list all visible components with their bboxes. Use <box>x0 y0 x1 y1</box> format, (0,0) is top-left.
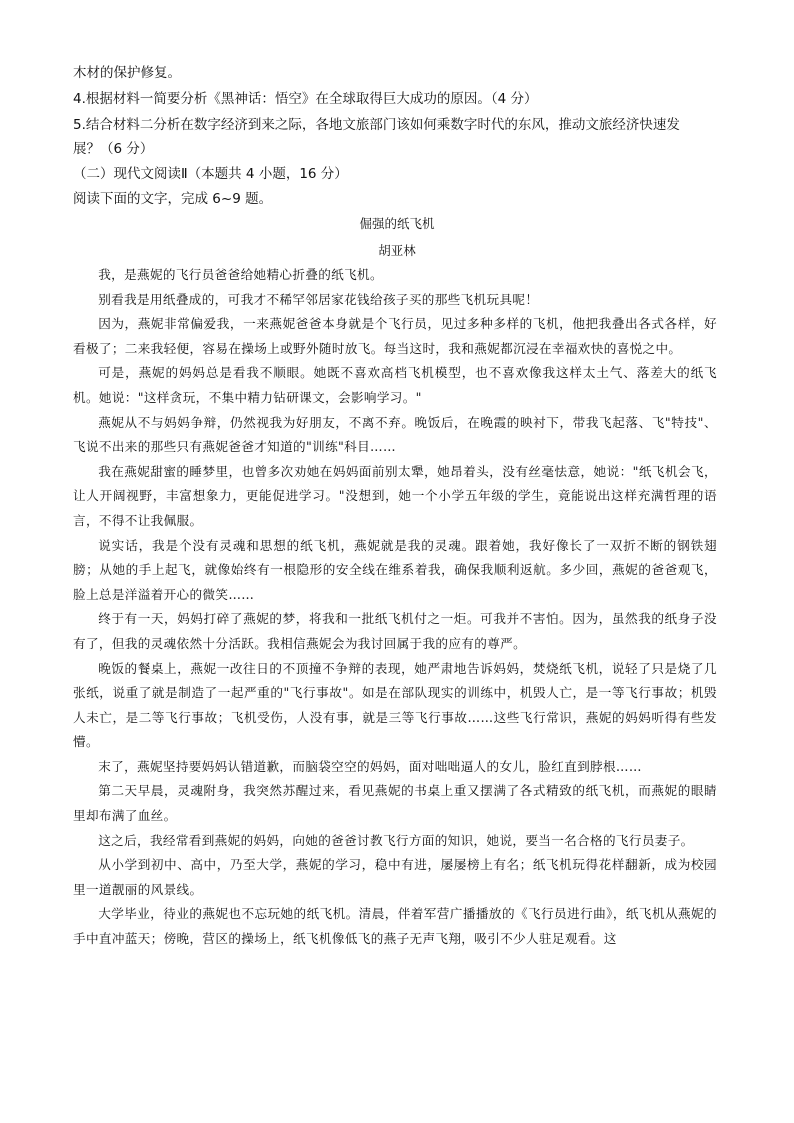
question-5-line-1: 5.结合材料二分析在数字经济到来之际，各地文旅部门该如何乘数字时代的东风，推动文旅经济快速发 <box>73 117 680 133</box>
question-5-line-2: 展？（6 分） <box>73 141 154 157</box>
story-title: 倔强的纸飞机 <box>359 216 435 231</box>
story-paragraph: 这之后，我经常看到燕妮的妈妈，向她的爸爸讨教飞行方面的知识，她说，要当一名合格的飞行员妻子。 <box>98 832 694 848</box>
section-heading: （二）现代文阅读Ⅱ（本题共 4 小题，16 分） <box>73 166 348 182</box>
reading-instruction: 阅读下面的文字，完成 6~9 题。 <box>73 191 273 207</box>
story-paragraph: 别看我是用纸叠成的，可我才不稀罕邻居家花钱给孩子买的那些飞机玩具呢！ <box>98 291 539 307</box>
story-paragraph: 从小学到初中、高中，乃至大学，燕妮的学习，稳中有进，屡屡榜上有名；纸飞机玩得花样翻新，成为校园里一道靓丽的风景线。 <box>73 857 717 897</box>
story-paragraph: 第二天早晨，灵魂附身，我突然苏醒过来，看见燕妮的书桌上重又摆满了各式精致的纸飞机，而燕妮的眼睛里却布满了血丝。 <box>73 783 717 824</box>
story-paragraph: 末了，燕妮坚持要妈妈认错道歉，而脑袋空空的妈妈，面对咄咄逼人的女儿，脸红直到脖根…… <box>98 758 642 774</box>
story-paragraph: 晚饭的餐桌上，燕妮一改往日的不顶撞不争辩的表现，她严肃地告诉妈妈，焚烧纸飞机，说轻了只是烧了几张纸，说重了就是制造了一起严重的"飞行事故"。如是在部队现实的训练中，机毁人亡，是一等飞行事故；机毁人未亡，是二等飞行事故；飞机受伤，人没有事，就是三等飞行事故……这些飞行常识，燕妮的妈妈听得有些发懵。 <box>73 660 717 750</box>
story-paragraph: 可是，燕妮的妈妈总是看我不顺眼。她既不喜欢高档飞机模型，也不喜欢像我这样太土气、落差大的纸飞机。她说："这样贪玩，不集中精力钻研课文，会影响学习。" <box>73 365 717 405</box>
story-body <box>73 263 717 952</box>
material-continuation-line: 木材的保护修复。 <box>73 65 181 81</box>
story-paragraph: 我在燕妮甜蜜的睡梦里，也曾多次劝她在妈妈面前别太犟，她昂着头，没有丝毫怯意，她说："纸飞机会飞，让人开阔视野，丰富想象力，更能促进学习。"没想到，她一个小学五年级的学生，竟能说出这样充满哲理的语言，不得不让我佩服。 <box>73 463 717 528</box>
story-paragraph: 燕妮从不与妈妈争辩，仍然视我为好朋友，不离不弃。晚饭后，在晚霞的映衬下，带我飞起落、飞"特技"、飞说不出来的那些只有燕妮爸爸才知道的"训练"科目…… <box>73 414 717 455</box>
story-paragraph: 大学毕业，待业的燕妮也不忘玩她的纸飞机。清晨，伴着军营广播播放的《飞行员进行曲》，纸飞机从燕妮的手中直冲蓝天；傍晚，营区的操场上，纸飞机像低飞的燕子无声飞翔，吸引不少人驻足观看。这 <box>73 906 717 947</box>
story-paragraph: 终于有一天，妈妈打碎了燕妮的梦，将我和一批纸飞机付之一炬。可我并不害怕。因为，虽然我的纸身子没有了，但我的灵魂依然十分活跃。我相信燕妮会为我讨回属于我的应有的尊严。 <box>73 611 717 651</box>
story-paragraph: 因为，燕妮非常偏爱我，一来燕妮爸爸本身就是个飞行员，见过多种多样的飞机，他把我叠出各式各样，好看极了；二来我轻便，容易在操场上或野外随时放飞。每当这时，我和燕妮都沉浸在幸福欢快的喜悦之中。 <box>73 316 717 356</box>
story-paragraph: 说实话，我是个没有灵魂和思想的纸飞机，燕妮就是我的灵魂。跟着她，我好像长了一双折不断的钢铁翅膀；从她的手上起飞，就像始终有一根隐形的安全线在维系着我，确保我顺利返航。多少回，燕妮的爸爸观飞，脸上总是洋溢着开心的微笑…… <box>73 537 717 602</box>
story-author: 胡亚林 <box>378 243 416 258</box>
question-4: 4.根据材料一简要分析《黑神话：悟空》在全球取得巨大成功的原因。（4 分） <box>73 91 538 107</box>
story-paragraph: 我，是燕妮的飞行员爸爸给她精心折叠的纸飞机。 <box>98 267 383 282</box>
